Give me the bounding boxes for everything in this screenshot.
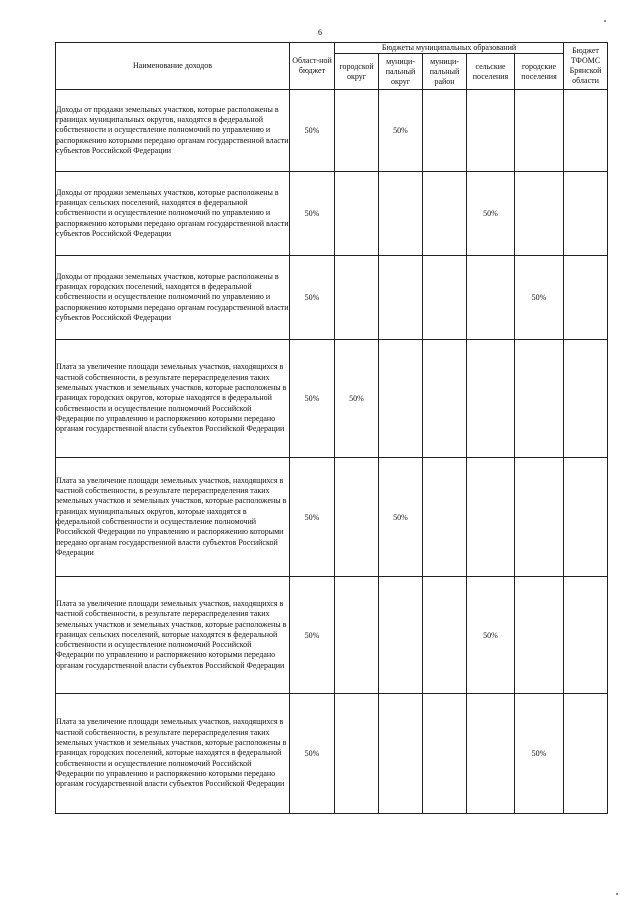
- table-row: [56, 172, 608, 256]
- urban-settlements-share: 50%: [515, 694, 564, 814]
- urban-settlements-share: 50%: [515, 256, 564, 340]
- table-row: [56, 256, 608, 340]
- header-urban-district: городской округ: [335, 54, 379, 90]
- revenue-name: Плата за увеличение площади земельных участков, находящихся в частной собственности, в результате перераспределения таких земельных участков и земельных участков, которые расположены в границах муниципальных округов, которые находятся в федеральной собственности и осуществление полномочий Российской Федерации по управлению и распоряжению которыми передано органам государственной власти субъектов Российской Федерации: [56, 458, 290, 577]
- rural-share: [467, 90, 515, 172]
- page-number: 6: [318, 28, 322, 37]
- municipal-district-share: [379, 172, 423, 256]
- header-municipal-district: муници-пальный округ: [379, 54, 423, 90]
- urban-district-share: [335, 256, 379, 340]
- scan-speck: [616, 893, 618, 895]
- rural-share: [467, 256, 515, 340]
- tfoms-share: [564, 577, 608, 694]
- revenue-name: Доходы от продажи земельных участков, которые расположены в границах муниципальных округов, находятся в федеральной собственности и осуществление полномочий по управлению и распоряжению которыми передано органам государственной власти субъектов Российской Федерации: [56, 90, 290, 172]
- municipal-district-share: [379, 256, 423, 340]
- regional-share: 50%: [290, 694, 335, 814]
- regional-share: 50%: [290, 256, 335, 340]
- urban-settlements-share: [515, 90, 564, 172]
- municipal-district-share: [379, 577, 423, 694]
- header-municipal-area: муници-пальный район: [423, 54, 467, 90]
- urban-district-share: 50%: [335, 340, 379, 458]
- revenue-name: Доходы от продажи земельных участков, которые расположены в границах сельских поселений, находятся в федеральной собственности и осуществление полномочий по управлению и распоряжению которыми передано органам государственной власти субъектов Российской Федерации: [56, 172, 290, 256]
- tfoms-share: [564, 458, 608, 577]
- rural-share: 50%: [467, 577, 515, 694]
- regional-share: 50%: [290, 340, 335, 458]
- municipal-district-share: [379, 340, 423, 458]
- tfoms-share: [564, 340, 608, 458]
- header-municipal-budgets: Бюджеты муниципальных образований: [335, 43, 564, 54]
- regional-share: 50%: [290, 458, 335, 577]
- rural-share: [467, 458, 515, 577]
- header-regional-budget: Област-ной бюджет: [290, 43, 335, 90]
- municipal-area-share: [423, 577, 467, 694]
- regional-share: 50%: [290, 172, 335, 256]
- regional-share: 50%: [290, 577, 335, 694]
- municipal-area-share: [423, 458, 467, 577]
- table-row: [56, 577, 608, 694]
- municipal-district-share: [379, 694, 423, 814]
- table-row: [56, 90, 608, 172]
- header-urban-settlements: городские поселения: [515, 54, 564, 90]
- rural-share: [467, 340, 515, 458]
- urban-settlements-share: [515, 577, 564, 694]
- urban-settlements-share: [515, 340, 564, 458]
- urban-district-share: [335, 172, 379, 256]
- urban-district-share: [335, 577, 379, 694]
- rural-share: 50%: [467, 172, 515, 256]
- revenue-name: Плата за увеличение площади земельных участков, находящихся в частной собственности, в результате перераспределения таких земельных участков и земельных участков, которые расположены в границах сельских поселений, которые находятся в федеральной собственности и осуществление полномочий Российской Федерации по управлению и распоряжению которыми передано органам государственной власти субъектов Российской Федерации: [56, 577, 290, 694]
- regional-share: 50%: [290, 90, 335, 172]
- table-row: [56, 340, 608, 458]
- tfoms-share: [564, 90, 608, 172]
- municipal-area-share: [423, 340, 467, 458]
- revenue-name: Доходы от продажи земельных участков, которые расположены в границах городских поселений, находятся в федеральной собственности и осуществление полномочий по управлению и распоряжению которыми передано органам государственной власти субъектов Российской Федерации: [56, 256, 290, 340]
- header-tfoms-budget: Бюджет ТФОМС Брянской области: [564, 43, 608, 90]
- municipal-district-share: 50%: [379, 458, 423, 577]
- urban-district-share: [335, 694, 379, 814]
- urban-district-share: [335, 458, 379, 577]
- header-rural-settlements: сельские поселения: [467, 54, 515, 90]
- revenue-name: Плата за увеличение площади земельных участков, находящихся в частной собственности, в результате перераспределения таких земельных участков и земельных участков, которые расположены в границах городских поселений, которые находятся в федеральной собственности и осуществление полномочий Российской Федерации по управлению и распоряжению которыми передано органам государственной власти субъектов Российской Федерации: [56, 694, 290, 814]
- tfoms-share: [564, 694, 608, 814]
- table-row: [56, 694, 608, 814]
- scan-speck: [604, 20, 606, 22]
- table-row: [56, 458, 608, 577]
- municipal-area-share: [423, 256, 467, 340]
- revenue-name: Плата за увеличение площади земельных участков, находящихся в частной собственности, в результате перераспределения таких земельных участков и земельных участков, которые расположены в границах городских округов, которые находятся в федеральной собственности и осуществление полномочий Российской Федерации по управлению и распоряжению которыми передано органам государственной власти субъектов Российской Федерации: [56, 340, 290, 458]
- municipal-area-share: [423, 90, 467, 172]
- tfoms-share: [564, 256, 608, 340]
- municipal-area-share: [423, 694, 467, 814]
- revenue-distribution-table: [55, 42, 608, 814]
- urban-settlements-share: [515, 458, 564, 577]
- municipal-area-share: [423, 172, 467, 256]
- rural-share: [467, 694, 515, 814]
- tfoms-share: [564, 172, 608, 256]
- header-revenue-name: Наименование доходов: [56, 43, 290, 90]
- urban-district-share: [335, 90, 379, 172]
- municipal-district-share: 50%: [379, 90, 423, 172]
- urban-settlements-share: [515, 172, 564, 256]
